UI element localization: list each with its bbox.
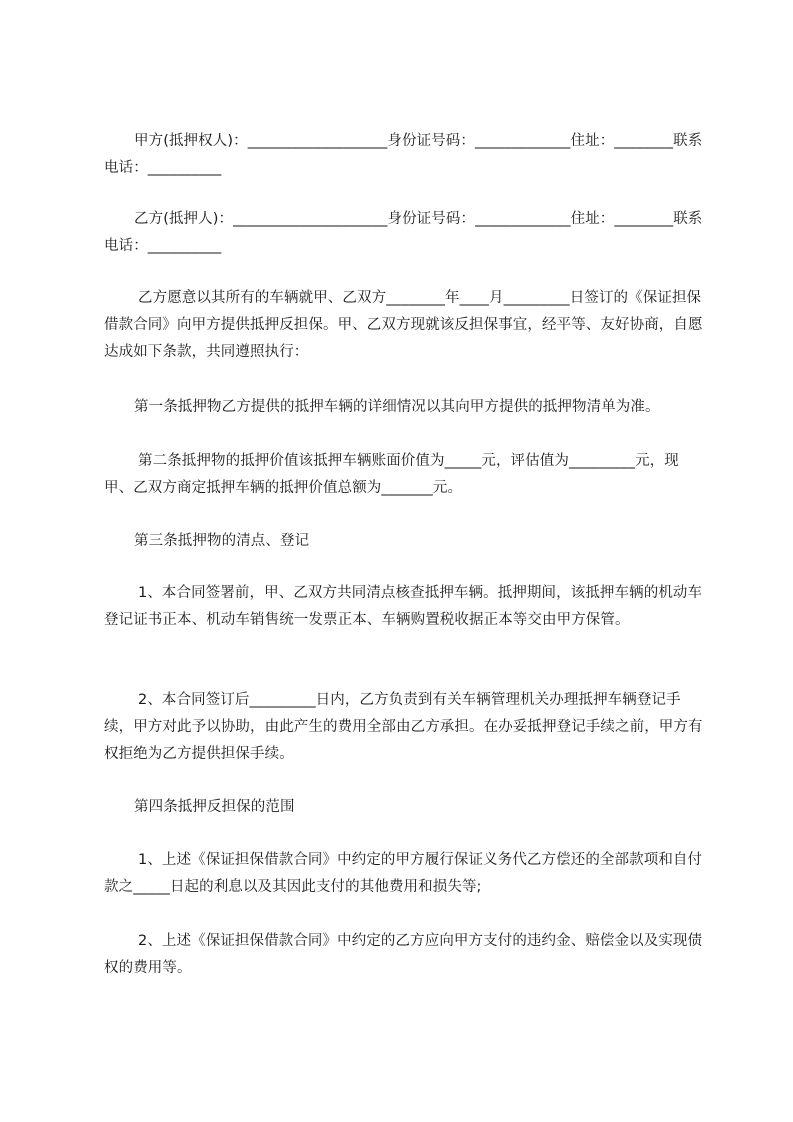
- article-4-heading: 第四条抵押反担保的范围: [134, 799, 295, 815]
- article-2: 第二条抵押物的抵押价值该抵押车辆账面价值为_____元，评估值为_________元，现甲、乙双方商定抵押车辆的抵押价值总额为_______元。: [104, 453, 679, 496]
- article-4-clause-2: 2、上述《保证担保借款合同》中约定的乙方应向甲方支付的违约金、赔偿金以及实现债权的费用等。: [104, 933, 703, 976]
- article-3-heading: 第三条抵押物的清点、登记: [134, 533, 310, 549]
- article-4-clause-1: 1、上述《保证担保借款合同》中约定的甲方履行保证义务代乙方偿还的全部款项和自付款之_____日起的利息以及其因此支付的其他费用和损失等;: [104, 852, 703, 895]
- party-a-info: 甲方(抵押权人)：___________________身份证号码：_____________住址：________联系电话：__________: [104, 133, 703, 176]
- article-3-clause-2: 2、本合同签订后_________日内，乙方负责到有关车辆管理机关办理抵押车辆登记手续，甲方对此予以协助，由此产生的费用全部由乙方承担。在办妥抵押登记手续之前，甲方有权拒绝为乙方提供担保手续。: [104, 692, 703, 762]
- party-b-info: 乙方(抵押人)：_____________________身份证号码：_____________住址：________联系电话：__________: [104, 211, 703, 254]
- preamble-paragraph: 乙方愿意以其所有的车辆就甲、乙双方________年____月_________日签订的《保证担保借款合同》向甲方提供抵押反担保。甲、乙双方现就该反担保事宜，经平等、友好协商，自愿达成如下条款，共同遵照执行：: [104, 290, 703, 360]
- article-3-clause-1: 1、本合同签署前，甲、乙双方共同清点核查抵押车辆。抵押期间，该抵押车辆的机动车登记证书正本、机动车销售统一发票正本、车辆购置税收据正本等交由甲方保管。: [104, 585, 703, 628]
- article-1: 第一条抵押物乙方提供的抵押车辆的详细情况以其向甲方提供的抵押物清单为准。: [134, 399, 660, 415]
